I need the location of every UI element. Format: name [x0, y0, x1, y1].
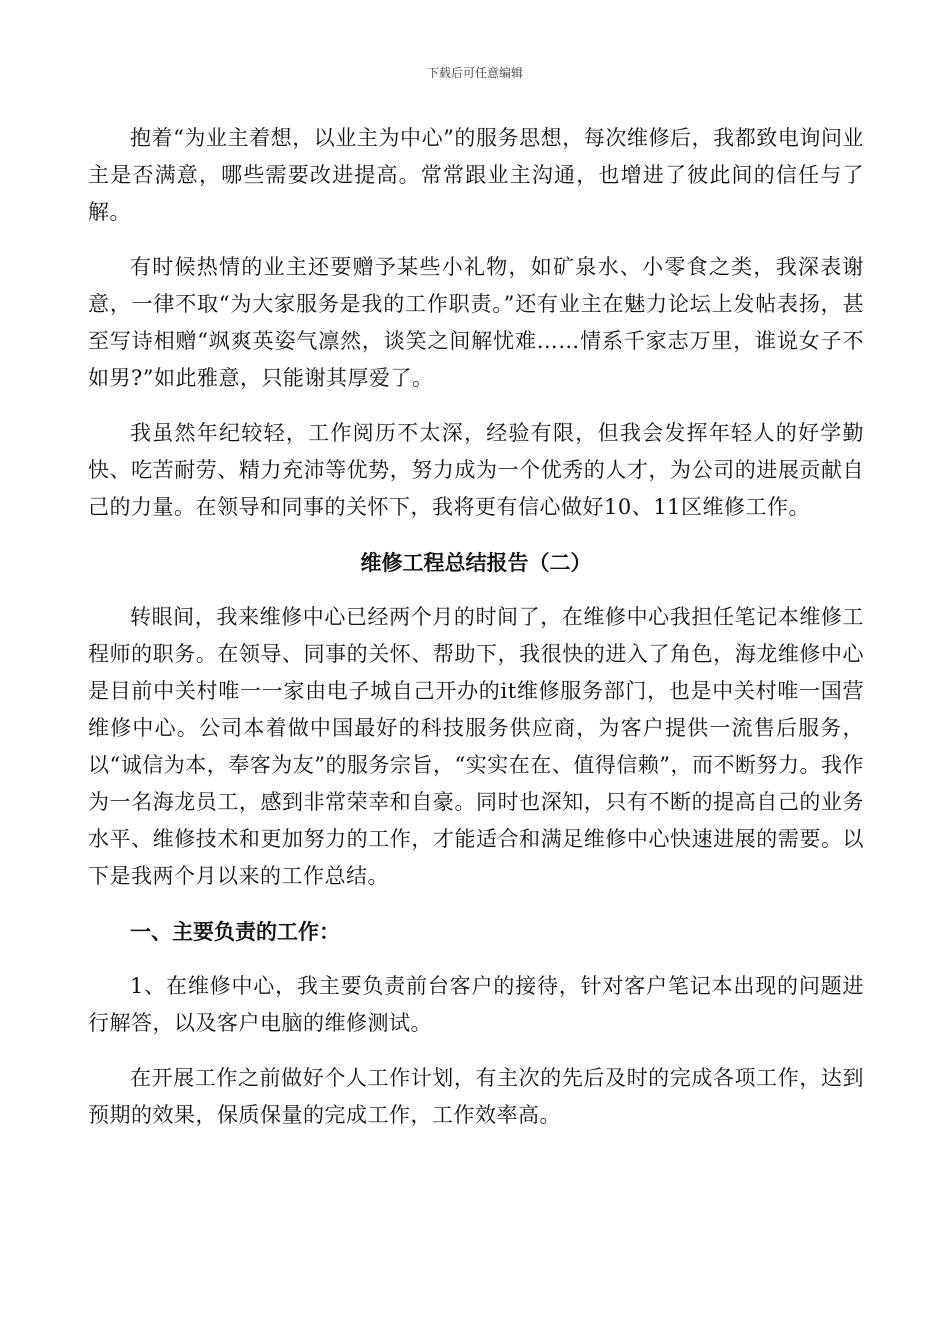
paragraph: 在开展工作之前做好个人工作计划，有主次的先后及时的完成各项工作，达到预期的效果，保质保量的完成工作，工作效率高。 — [88, 1066, 864, 1127]
paragraph: 抱着“为业主着想，以业主为中心”的服务思想，每次维修后，我都致电询问业主是否满意，哪些需要改进提高。常常跟业主沟通，也增进了彼此间的信任与了解。 — [88, 126, 864, 224]
paragraph: 我虽然年纪较轻，工作阅历不太深，经验有限，但我会发挥年轻人的好学勤快、吃苦耐劳、精力充沛等优势，努力成为一个优秀的人才，为公司的进展贡献自己的力量。在领导和同事的关怀下，我将更有信心做好10、11区维修工作。 — [88, 421, 864, 519]
paragraph: 转眼间，我来维修中心已经两个月的时间了，在维修中心我担任笔记本维修工程师的职务。在领导、同事的关怀、帮助下，我很快的进入了角色，海龙维修中心是目前中关村唯一一家由电子城自己开办的it维修服务部门，也是中关村唯一国营维修中心。公司本着做中国最好的科技服务供应商，为客户提供一流售后服务，以“诚信为本，奉客为友”的服务宗旨，“实实在在、值得信赖”，而不断努力。我作为一名海龙员工，感到非常荣幸和自豪。同时也深知，只有不断的提高自己的业务水平、维修技术和更加努力的工作，才能适合和满足维修中心快速进展的需要。以下是我两个月以来的工作总结。 — [88, 605, 864, 888]
paragraph: 1、在维修中心，我主要负责前台客户的接待，针对客户笔记本出现的问题进行解答，以及客户电脑的维修测试。 — [88, 974, 864, 1035]
subheading: 一、主要负责的工作： — [130, 919, 340, 944]
document-body — [88, 120, 864, 1152]
section-title: 维修工程总结报告（二） — [360, 550, 592, 575]
paragraph: 有时候热情的业主还要赠予某些小礼物，如矿泉水、小零食之类，我深表谢意，一律不取“为大家服务是我的工作职责。”还有业主在魅力论坛上发帖表扬，甚至写诗相赠“飒爽英姿气凛然，谈笑之间解忧难……情系千家志万里，谁说女子不如男?”如此雅意，只能谢其厚爱了。 — [88, 255, 864, 390]
page-header: 下载后可任意编辑 — [426, 66, 523, 80]
